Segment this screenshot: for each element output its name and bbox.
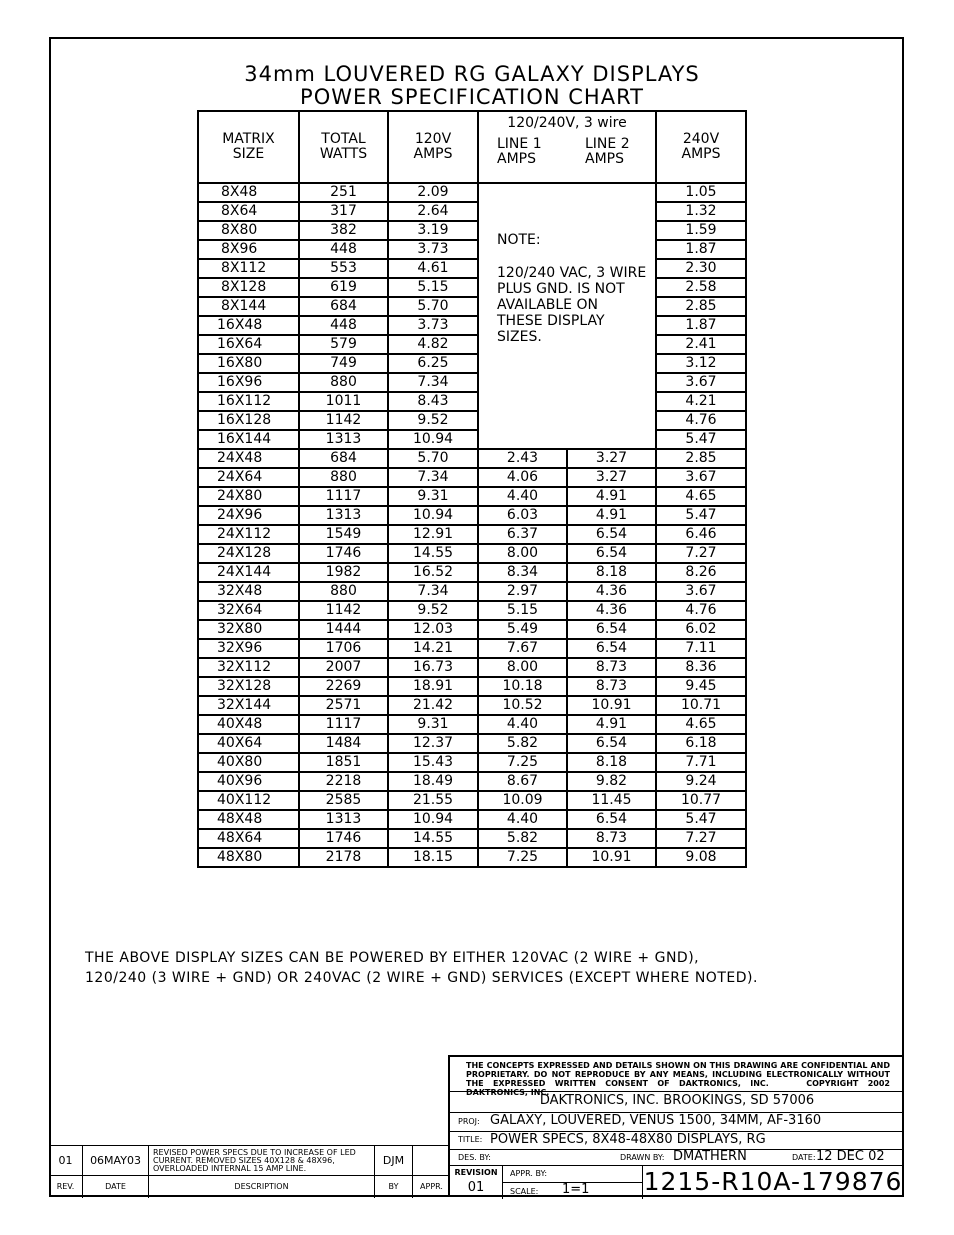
cell-matrix-size: 48X48 <box>198 810 299 829</box>
cell-120v-amps: 2.09 <box>388 183 478 202</box>
header-3wire <box>478 111 656 183</box>
table-row <box>198 240 746 259</box>
cell-total-watts: 448 <box>299 316 388 335</box>
cell-120v-amps: 10.94 <box>388 506 478 525</box>
cell-total-watts: 684 <box>299 297 388 316</box>
cell-line1-amps: 10.18 <box>478 677 567 696</box>
cell-matrix-size: 40X96 <box>198 772 299 791</box>
cell-120v-amps: 10.94 <box>388 430 478 449</box>
cell-total-watts: 2178 <box>299 848 388 867</box>
cell-matrix-size: 40X48 <box>198 715 299 734</box>
revision-number: 01 <box>467 1180 485 1195</box>
cell-matrix-size: 16X128 <box>198 411 299 430</box>
rev-appr <box>412 1146 450 1176</box>
table-row <box>198 639 746 658</box>
drawing-title: POWER SPECS, 8X48-48X80 DISPLAYS, RG <box>490 1132 766 1147</box>
cell-line1-amps: 8.00 <box>478 658 567 677</box>
cell-line1-amps: 2.97 <box>478 582 567 601</box>
cell-matrix-size: 24X96 <box>198 506 299 525</box>
cell-120v-amps: 9.52 <box>388 411 478 430</box>
cell-line2-amps: 4.91 <box>567 715 656 734</box>
cell-120v-amps: 7.34 <box>388 373 478 392</box>
header-3wire-title: 120/240V, 3 wire <box>507 115 627 131</box>
cell-120v-amps: 4.61 <box>388 259 478 278</box>
cell-line1-amps: 5.49 <box>478 620 567 639</box>
cell-total-watts: 1011 <box>299 392 388 411</box>
cell-240v-amps: 10.77 <box>656 791 746 810</box>
cell-line1-amps: 8.00 <box>478 544 567 563</box>
cell-240v-amps: 2.85 <box>656 297 746 316</box>
cell-line2-amps: 6.54 <box>567 810 656 829</box>
cell-120v-amps: 14.55 <box>388 829 478 848</box>
cell-240v-amps: 1.87 <box>656 240 746 259</box>
cell-matrix-size: 24X112 <box>198 525 299 544</box>
table-row <box>198 430 746 449</box>
cell-matrix-size: 24X48 <box>198 449 299 468</box>
cell-total-watts: 1142 <box>299 411 388 430</box>
cell-line2-amps: 4.91 <box>567 506 656 525</box>
cell-total-watts: 382 <box>299 221 388 240</box>
table-row <box>198 373 746 392</box>
cell-matrix-size: 32X96 <box>198 639 299 658</box>
cell-line2-amps: 6.54 <box>567 620 656 639</box>
table-row <box>198 183 746 202</box>
cell-line2-amps: 8.73 <box>567 829 656 848</box>
revision-header-row <box>49 1176 450 1198</box>
header-line1-amps: LINE 1 AMPS <box>497 136 542 167</box>
cell-total-watts: 317 <box>299 202 388 221</box>
cell-matrix-size: 48X80 <box>198 848 299 867</box>
cell-total-watts: 880 <box>299 468 388 487</box>
cell-240v-amps: 2.85 <box>656 449 746 468</box>
cell-matrix-size: 40X80 <box>198 753 299 772</box>
cell-240v-amps: 9.08 <box>656 848 746 867</box>
cell-matrix-size: 48X64 <box>198 829 299 848</box>
cell-120v-amps: 2.64 <box>388 202 478 221</box>
cell-total-watts: 1851 <box>299 753 388 772</box>
footnote <box>85 948 758 988</box>
cell-240v-amps: 2.58 <box>656 278 746 297</box>
cell-240v-amps: 1.59 <box>656 221 746 240</box>
title-label: TITLE: <box>458 1135 483 1144</box>
cell-240v-amps: 3.67 <box>656 373 746 392</box>
drawn-by: DMATHERN <box>673 1149 747 1164</box>
confidential-text: THE CONCEPTS EXPRESSED AND DETAILS SHOWN ON THIS DRAWING ARE CONFIDENTIAL AND PROPRIETARY. DO NOT REPRODUCE BY ANY MEANS, INCLUDING ELECTRONICALLY WITHOUT THE EXPRESSED WRITTEN CONSENT OF DAKTRONICS, INC. <box>466 1061 890 1088</box>
table-row <box>198 506 746 525</box>
cell-240v-amps: 1.87 <box>656 316 746 335</box>
table-row <box>198 354 746 373</box>
cell-line2-amps: 10.91 <box>567 848 656 867</box>
cell-line2-amps: 4.36 <box>567 601 656 620</box>
cell-total-watts: 880 <box>299 373 388 392</box>
cell-240v-amps: 8.26 <box>656 563 746 582</box>
cell-line1-amps: 10.52 <box>478 696 567 715</box>
cell-total-watts: 2571 <box>299 696 388 715</box>
cell-240v-amps: 9.24 <box>656 772 746 791</box>
scale-value: 1=1 <box>562 1182 590 1197</box>
cell-line2-amps: 4.91 <box>567 487 656 506</box>
project-line <box>450 1112 904 1132</box>
table-row <box>198 544 746 563</box>
cell-120v-amps: 3.19 <box>388 221 478 240</box>
cell-total-watts: 553 <box>299 259 388 278</box>
cell-total-watts: 749 <box>299 354 388 373</box>
drawing-number: 1215-R10A-179876 <box>643 1167 903 1196</box>
cell-matrix-size: 8X48 <box>198 183 299 202</box>
power-spec-table <box>197 110 747 868</box>
cell-total-watts: 1444 <box>299 620 388 639</box>
revision-cell <box>450 1165 503 1199</box>
table-row <box>198 658 746 677</box>
cell-120v-amps: 14.55 <box>388 544 478 563</box>
table-row <box>198 791 746 810</box>
cell-total-watts: 1313 <box>299 430 388 449</box>
table-row <box>198 411 746 430</box>
cell-240v-amps: 1.05 <box>656 183 746 202</box>
header-total-watts: TOTAL WATTS <box>299 111 388 183</box>
by-header: BY <box>374 1176 412 1198</box>
cell-120v-amps: 15.43 <box>388 753 478 772</box>
cell-total-watts: 1313 <box>299 810 388 829</box>
table-row <box>198 297 746 316</box>
cell-240v-amps: 10.71 <box>656 696 746 715</box>
revision-entry-row <box>49 1146 450 1176</box>
cell-120v-amps: 3.73 <box>388 240 478 259</box>
rev-header: REV. <box>56 1182 75 1191</box>
cell-matrix-size: 8X80 <box>198 221 299 240</box>
header-120v-amps: 120V AMPS <box>388 111 478 183</box>
cell-matrix-size: 16X96 <box>198 373 299 392</box>
cell-line1-amps: 4.40 <box>478 715 567 734</box>
cell-matrix-size: 32X64 <box>198 601 299 620</box>
drawing-date: 12 DEC 02 <box>816 1149 885 1164</box>
cell-total-watts: 619 <box>299 278 388 297</box>
cell-line1-amps: 5.15 <box>478 601 567 620</box>
cell-120v-amps: 10.94 <box>388 810 478 829</box>
cell-total-watts: 1982 <box>299 563 388 582</box>
cell-240v-amps: 4.65 <box>656 715 746 734</box>
revision-label: REVISION <box>454 1168 498 1177</box>
table-row <box>198 392 746 411</box>
proj-label: PROJ: <box>458 1117 480 1126</box>
cell-line1-amps: 8.34 <box>478 563 567 582</box>
cell-240v-amps: 1.32 <box>656 202 746 221</box>
cell-line1-amps: 2.43 <box>478 449 567 468</box>
cell-total-watts: 579 <box>299 335 388 354</box>
appr-header: APPR. <box>412 1176 450 1198</box>
table-row <box>198 734 746 753</box>
cell-120v-amps: 12.91 <box>388 525 478 544</box>
cell-total-watts: 880 <box>299 582 388 601</box>
date-header: DATE <box>82 1176 148 1198</box>
cell-matrix-size: 24X64 <box>198 468 299 487</box>
cell-total-watts: 1746 <box>299 829 388 848</box>
rev-number: 01 <box>58 1154 73 1167</box>
table-row <box>198 525 746 544</box>
table-row <box>198 696 746 715</box>
cell-240v-amps: 3.12 <box>656 354 746 373</box>
cell-240v-amps: 9.45 <box>656 677 746 696</box>
cell-240v-amps: 7.27 <box>656 829 746 848</box>
cell-240v-amps: 3.67 <box>656 582 746 601</box>
cell-matrix-size: 16X144 <box>198 430 299 449</box>
cell-line2-amps: 8.18 <box>567 753 656 772</box>
cell-total-watts: 448 <box>299 240 388 259</box>
table-row <box>198 563 746 582</box>
cell-line1-amps: 7.25 <box>478 753 567 772</box>
date-label: DATE: <box>792 1153 816 1162</box>
table-row <box>198 810 746 829</box>
table-row <box>198 677 746 696</box>
cell-120v-amps: 3.73 <box>388 316 478 335</box>
table-row <box>198 848 746 867</box>
table-row <box>198 221 746 240</box>
cell-matrix-size: 24X128 <box>198 544 299 563</box>
cell-line1-amps: 7.67 <box>478 639 567 658</box>
cell-matrix-size: 8X144 <box>198 297 299 316</box>
cell-matrix-size: 32X144 <box>198 696 299 715</box>
cell-240v-amps: 6.02 <box>656 620 746 639</box>
header-row <box>198 111 746 183</box>
table-row <box>198 335 746 354</box>
cell-120v-amps: 16.52 <box>388 563 478 582</box>
cell-120v-amps: 8.43 <box>388 392 478 411</box>
cell-matrix-size: 8X112 <box>198 259 299 278</box>
cell-240v-amps: 2.41 <box>656 335 746 354</box>
company-line: DAKTRONICS, INC. BROOKINGS, SD 57006 <box>450 1091 904 1113</box>
cell-line2-amps: 6.54 <box>567 525 656 544</box>
cell-matrix-size: 40X64 <box>198 734 299 753</box>
appr-label: APPR. BY: <box>510 1169 548 1178</box>
cell-matrix-size: 32X128 <box>198 677 299 696</box>
cell-total-watts: 2269 <box>299 677 388 696</box>
cell-line2-amps: 6.54 <box>567 639 656 658</box>
cell-line2-amps: 10.91 <box>567 696 656 715</box>
cell-240v-amps: 4.76 <box>656 601 746 620</box>
cell-240v-amps: 3.67 <box>656 468 746 487</box>
footnote-line1: THE ABOVE DISPLAY SIZES CAN BE POWERED BY EITHER 120VAC (2 WIRE + GND), <box>85 950 700 966</box>
cell-line1-amps: 4.40 <box>478 810 567 829</box>
cell-matrix-size: 8X128 <box>198 278 299 297</box>
cell-120v-amps: 9.31 <box>388 487 478 506</box>
chart-title-line1: 34mm LOUVERED RG GALAXY DISPLAYS <box>244 62 700 86</box>
table-row <box>198 620 746 639</box>
table-row <box>198 753 746 772</box>
cell-total-watts: 1746 <box>299 544 388 563</box>
cell-240v-amps: 4.21 <box>656 392 746 411</box>
cell-240v-amps: 5.47 <box>656 430 746 449</box>
cell-matrix-size: 32X80 <box>198 620 299 639</box>
table-row <box>198 278 746 297</box>
cell-120v-amps: 12.03 <box>388 620 478 639</box>
cell-line1-amps: 6.37 <box>478 525 567 544</box>
cell-120v-amps: 9.31 <box>388 715 478 734</box>
cell-120v-amps: 7.34 <box>388 582 478 601</box>
cell-line2-amps: 3.27 <box>567 468 656 487</box>
cell-matrix-size: 32X48 <box>198 582 299 601</box>
confidential-notice <box>450 1057 904 1097</box>
cell-120v-amps: 6.25 <box>388 354 478 373</box>
cell-240v-amps: 5.47 <box>656 506 746 525</box>
table-row <box>198 449 746 468</box>
rev-description: REVISED POWER SPECS DUE TO INCREASE OF LED CURRENT. REMOVED SIZES 40X128 & 48X96, OVERLOADED INTERNAL 15 AMP LINE. <box>148 1146 374 1176</box>
cell-total-watts: 2007 <box>299 658 388 677</box>
cell-total-watts: 1117 <box>299 715 388 734</box>
cell-matrix-size: 16X48 <box>198 316 299 335</box>
cell-matrix-size: 8X96 <box>198 240 299 259</box>
cell-line2-amps: 3.27 <box>567 449 656 468</box>
cell-line1-amps: 6.03 <box>478 506 567 525</box>
cell-matrix-size: 40X112 <box>198 791 299 810</box>
cell-240v-amps: 2.30 <box>656 259 746 278</box>
cell-120v-amps: 4.82 <box>388 335 478 354</box>
title-block <box>448 1055 904 1197</box>
appr-cell <box>502 1165 643 1183</box>
description-header: DESCRIPTION <box>148 1176 374 1198</box>
cell-total-watts: 1484 <box>299 734 388 753</box>
cell-line1-amps: 5.82 <box>478 734 567 753</box>
cell-line2-amps: 9.82 <box>567 772 656 791</box>
cell-line2-amps: 8.18 <box>567 563 656 582</box>
cell-total-watts: 2585 <box>299 791 388 810</box>
header-matrix-size: MATRIX SIZE <box>198 111 299 183</box>
scale-label: SCALE: <box>510 1187 539 1196</box>
title-line <box>450 1131 904 1150</box>
cell-240v-amps: 4.76 <box>656 411 746 430</box>
cell-line1-amps: 10.09 <box>478 791 567 810</box>
cell-total-watts: 1117 <box>299 487 388 506</box>
cell-line1-amps: 7.25 <box>478 848 567 867</box>
project-name: GALAXY, LOUVERED, VENUS 1500, 34MM, AF-3160 <box>490 1113 822 1128</box>
table-row <box>198 772 746 791</box>
cell-240v-amps: 7.71 <box>656 753 746 772</box>
header-line2-amps: LINE 2 AMPS <box>585 136 630 167</box>
cell-240v-amps: 5.47 <box>656 810 746 829</box>
cell-total-watts: 251 <box>299 183 388 202</box>
cell-matrix-size: 24X80 <box>198 487 299 506</box>
cell-120v-amps: 16.73 <box>388 658 478 677</box>
rev-by: DJM <box>374 1146 412 1176</box>
cell-240v-amps: 8.36 <box>656 658 746 677</box>
cell-120v-amps: 5.70 <box>388 297 478 316</box>
cell-matrix-size: 16X80 <box>198 354 299 373</box>
cell-line1-amps: 5.82 <box>478 829 567 848</box>
cell-matrix-size: 8X64 <box>198 202 299 221</box>
cell-line1-amps: 8.67 <box>478 772 567 791</box>
cell-120v-amps: 18.15 <box>388 848 478 867</box>
cell-matrix-size: 16X112 <box>198 392 299 411</box>
cell-120v-amps: 14.21 <box>388 639 478 658</box>
table-row <box>198 259 746 278</box>
cell-matrix-size: 16X64 <box>198 335 299 354</box>
copyright-text: COPYRIGHT 2002 DAKTRONICS, INC. <box>466 1079 890 1097</box>
cell-line2-amps: 6.54 <box>567 544 656 563</box>
table-row <box>198 829 746 848</box>
cell-total-watts: 1549 <box>299 525 388 544</box>
chart-title-line2: POWER SPECIFICATION CHART <box>300 85 644 109</box>
cell-matrix-size: 24X144 <box>198 563 299 582</box>
cell-line2-amps: 8.73 <box>567 658 656 677</box>
rev-date: 06MAY03 <box>82 1146 148 1176</box>
table-row <box>198 202 746 221</box>
cell-120v-amps: 18.91 <box>388 677 478 696</box>
cell-120v-amps: 12.37 <box>388 734 478 753</box>
note-cell <box>478 183 656 449</box>
cell-matrix-size: 32X112 <box>198 658 299 677</box>
note-text: 120/240 VAC, 3 WIRE PLUS GND. IS NOT AVAILABLE ON THESE DISPLAY SIZES. <box>497 265 647 345</box>
cell-120v-amps: 21.55 <box>388 791 478 810</box>
cell-120v-amps: 18.49 <box>388 772 478 791</box>
cell-120v-amps: 9.52 <box>388 601 478 620</box>
table-row <box>198 582 746 601</box>
drawn-label: DRAWN BY: <box>620 1153 665 1162</box>
cell-line1-amps: 4.40 <box>478 487 567 506</box>
cell-120v-amps: 21.42 <box>388 696 478 715</box>
cell-240v-amps: 7.11 <box>656 639 746 658</box>
table-row <box>198 715 746 734</box>
cell-240v-amps: 7.27 <box>656 544 746 563</box>
des-label: DES. BY: <box>458 1153 491 1162</box>
cell-line2-amps: 11.45 <box>567 791 656 810</box>
cell-120v-amps: 5.15 <box>388 278 478 297</box>
footnote-line2: 120/240 (3 WIRE + GND) OR 240VAC (2 WIRE + GND) SERVICES (EXCEPT WHERE NOTED). <box>85 970 758 986</box>
cell-240v-amps: 6.18 <box>656 734 746 753</box>
cell-line1-amps: 4.06 <box>478 468 567 487</box>
cell-total-watts: 1706 <box>299 639 388 658</box>
table-row <box>198 487 746 506</box>
cell-240v-amps: 6.46 <box>656 525 746 544</box>
table-row <box>198 468 746 487</box>
cell-total-watts: 2218 <box>299 772 388 791</box>
cell-total-watts: 684 <box>299 449 388 468</box>
table-row <box>198 601 746 620</box>
cell-line2-amps: 4.36 <box>567 582 656 601</box>
cell-240v-amps: 4.65 <box>656 487 746 506</box>
cell-120v-amps: 7.34 <box>388 468 478 487</box>
scale-cell <box>502 1182 643 1199</box>
revision-block <box>49 1145 450 1197</box>
note-label: NOTE: <box>497 232 541 248</box>
cell-line2-amps: 8.73 <box>567 677 656 696</box>
table-row <box>198 316 746 335</box>
cell-120v-amps: 5.70 <box>388 449 478 468</box>
header-240v-amps: 240V AMPS <box>656 111 746 183</box>
cell-total-watts: 1313 <box>299 506 388 525</box>
cell-total-watts: 1142 <box>299 601 388 620</box>
cell-line2-amps: 6.54 <box>567 734 656 753</box>
designer-line <box>450 1149 904 1166</box>
